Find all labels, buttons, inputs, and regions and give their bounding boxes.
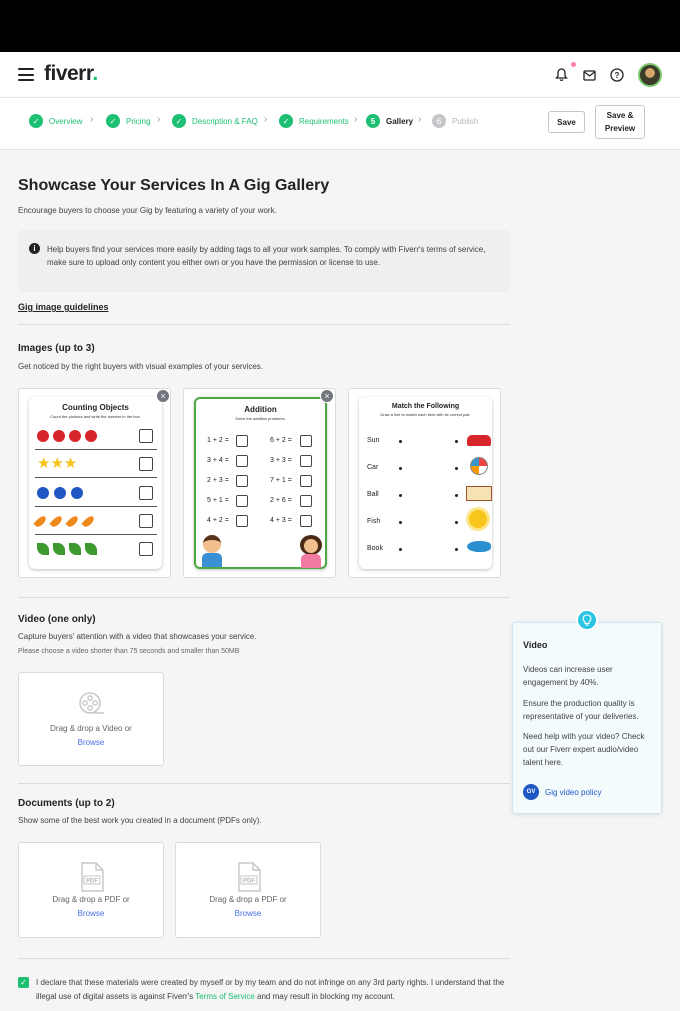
declaration-checkbox[interactable]: ✓ <box>18 977 29 988</box>
video-note: Please choose a video shorter than 75 seconds and smaller than 50MB <box>18 648 240 655</box>
chevron-right-icon: › <box>157 114 161 125</box>
divider <box>18 783 510 784</box>
save-preview-button[interactable]: Save & Preview <box>595 105 645 139</box>
count-row <box>35 481 157 507</box>
count-row <box>35 424 157 450</box>
top-black-bar <box>0 0 680 52</box>
pdf-browse-link-2[interactable]: Browse <box>234 909 262 918</box>
divider <box>18 597 510 598</box>
ball-icon <box>470 457 488 475</box>
divider <box>18 958 510 959</box>
fiverr-logo[interactable]: fiverr. <box>44 62 98 85</box>
images-heading: Images (up to 3) <box>18 343 95 354</box>
gallery-image-3[interactable] <box>348 388 501 578</box>
check-icon: ✓ <box>106 114 120 128</box>
step-requirements[interactable]: ✓ Requirements <box>279 114 349 128</box>
girl-illustration <box>298 535 324 569</box>
chevron-right-icon: › <box>264 114 268 125</box>
chevron-right-icon: › <box>418 114 422 125</box>
menu-icon[interactable] <box>18 68 34 81</box>
images-desc: Get noticed by the right buyers with visual examples of your services. <box>18 362 263 371</box>
count-row <box>35 537 157 563</box>
declaration-text: I declare that these materials were created by myself or by my team and do not infringe on any 3rd party rights. I understand that the illegal use of digital assets is against Fiverr's Terms of Service and may result in blocking my account. <box>36 978 505 1001</box>
save-button[interactable]: Save <box>548 111 585 133</box>
worksheet-match: Match the Following Draw a line to match each item with its correct pair. Sun Car Ball Fish Book <box>359 397 492 569</box>
step-gallery[interactable]: 5 Gallery <box>366 114 413 128</box>
check-icon: ✓ <box>279 114 293 128</box>
gig-video-policy-link[interactable]: GV Gig video policy <box>523 784 601 800</box>
video-dropzone[interactable]: Drag & drop a Video or Browse <box>18 672 164 766</box>
notification-dot <box>571 62 576 67</box>
svg-text:?: ? <box>614 71 620 80</box>
mail-icon[interactable] <box>580 66 598 84</box>
gallery-image-2[interactable] <box>183 388 336 578</box>
step-publish[interactable]: 6 Publish <box>432 114 478 128</box>
remove-image-2-icon[interactable]: × <box>320 389 334 403</box>
step-description[interactable]: ✓ Description & FAQ <box>172 114 258 128</box>
divider <box>18 324 510 325</box>
pdf-file-icon <box>79 862 105 897</box>
video-desc: Capture buyers' attention with a video that showcases your service. <box>18 632 257 641</box>
chevron-right-icon: › <box>90 114 94 125</box>
film-reel-icon <box>79 691 105 717</box>
fish-icon <box>467 541 491 552</box>
video-heading: Video (one only) <box>18 614 96 625</box>
video-tips-panel: Video Videos can increase user engagement by 40%. Ensure the production quality is representative of your deliveries. Need help with your video? Check out our Fiverr expert audio/video talent here. GV Gig video policy <box>512 622 662 814</box>
pdf-dropzone-2[interactable]: PDF Drag & drop a PDF or Browse <box>175 842 321 938</box>
step-overview[interactable]: ✓ Overview <box>29 114 82 128</box>
step-pricing[interactable]: ✓ Pricing <box>106 114 150 128</box>
count-row: ★★★ <box>35 452 157 478</box>
car-icon <box>467 435 491 446</box>
header <box>0 52 680 98</box>
video-browse-link[interactable]: Browse <box>77 738 105 747</box>
pdf-dropzone-1[interactable]: PDF Drag & drop a PDF or Browse <box>18 842 164 938</box>
bell-icon[interactable] <box>552 66 570 84</box>
info-icon: i <box>29 243 40 254</box>
info-notice <box>18 230 510 292</box>
documents-desc: Show some of the best work you created in a document (PDFs only). <box>18 816 262 825</box>
avatar[interactable] <box>638 63 662 87</box>
book-icon <box>466 486 492 501</box>
svg-text:PDF: PDF <box>243 878 255 885</box>
help-icon[interactable] <box>608 66 626 84</box>
terms-of-service-link[interactable]: Terms of Service <box>195 992 255 1001</box>
check-icon: ✓ <box>29 114 43 128</box>
sun-icon <box>469 510 487 528</box>
pdf-browse-link-1[interactable]: Browse <box>77 909 105 918</box>
page-title: Showcase Your Services In A Gig Gallery <box>18 177 330 194</box>
documents-heading: Documents (up to 2) <box>18 798 115 809</box>
remove-image-1-icon[interactable]: × <box>156 389 170 403</box>
count-row <box>35 509 157 535</box>
guidelines-link[interactable]: Gig image guidelines <box>18 302 109 312</box>
boy-illustration <box>200 535 224 569</box>
lightbulb-icon <box>576 609 598 631</box>
video-policy-icon: GV <box>523 784 539 800</box>
check-icon: ✓ <box>172 114 186 128</box>
gallery-image-1[interactable] <box>18 388 171 578</box>
page-subtitle: Encourage buyers to choose your Gig by featuring a variety of your work. <box>18 206 277 215</box>
worksheet-counting: Counting Objects Count the pictures and write the number in the box. ★★★ <box>29 397 162 569</box>
worksheet-addition: Addition Solve the addition problems. 1 + 2 = 6 + 2 = 3 + 4 = 3 + 3 = 2 + 3 = 7 + 1 = 5 + 1 = 2 + 6 = 4 + 2 = 4 + 3 = <box>194 397 327 569</box>
svg-text:PDF: PDF <box>86 878 98 885</box>
chevron-right-icon: › <box>354 114 358 125</box>
notice-text: Help buyers find your services more easily by adding tags to all your work samples. To comply with Fiverr's terms of service, make sure to upload only content you either own or you have the permission or license to use. <box>47 245 486 267</box>
pdf-file-icon <box>236 862 262 897</box>
